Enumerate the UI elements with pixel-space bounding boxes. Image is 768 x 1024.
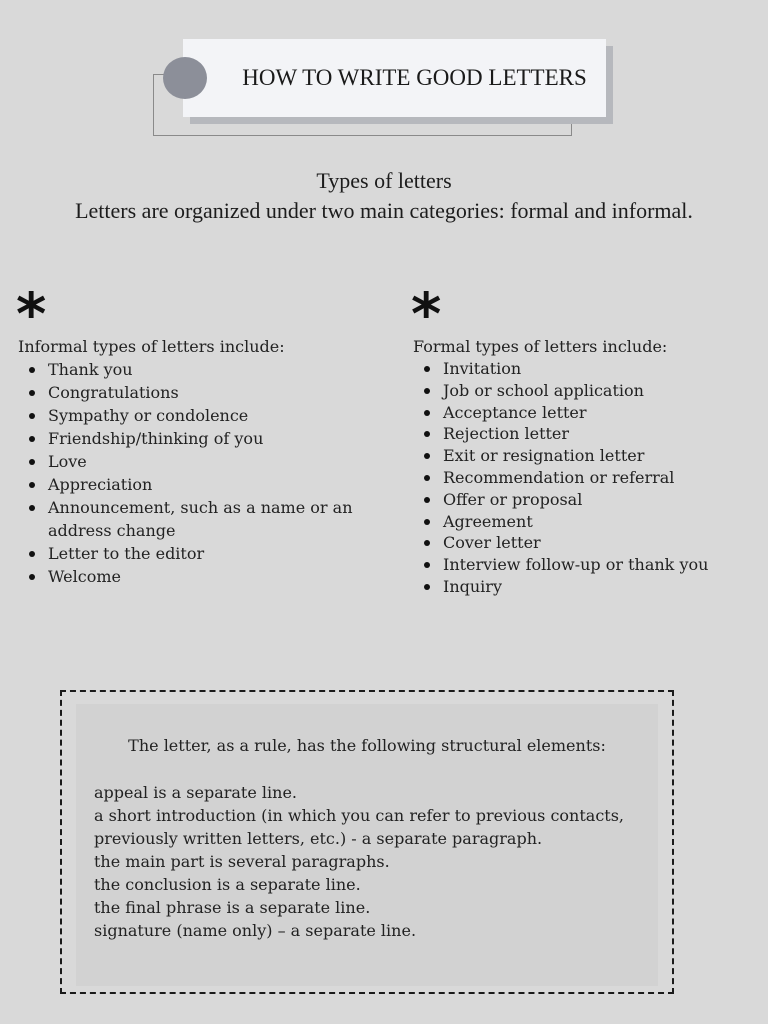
formal-heading: Formal types of letters include:	[413, 337, 668, 356]
informal-heading: Informal types of letters include:	[18, 337, 285, 356]
intro-text: Letters are organized under two main categories: formal and informal.	[75, 198, 693, 223]
list-item: Offer or proposal	[443, 489, 743, 511]
list-item: Thank you	[48, 358, 378, 381]
list-item: Recommendation or referral	[443, 467, 743, 489]
list-item: Agreement	[443, 511, 743, 533]
informal-list	[18, 358, 378, 588]
list-item: Interview follow-up or thank you	[443, 554, 743, 576]
list-item: Sympathy or condolence	[48, 404, 378, 427]
list-item: Appreciation	[48, 473, 378, 496]
list-item: Invitation	[443, 358, 743, 380]
title-card	[183, 39, 606, 117]
structure-line: a short introduction (in which you can refer to previous contacts, previously written letters, etc.) - a separate paragraph.	[94, 806, 625, 848]
structure-line: the main part is several paragraphs.	[94, 852, 390, 871]
list-item: Exit or resignation letter	[443, 445, 743, 467]
list-item: Cover letter	[443, 532, 743, 554]
structure-line: signature (name only) – a separate line.	[94, 921, 417, 940]
list-item: Acceptance letter	[443, 402, 743, 424]
structure-lead: The letter, as a rule, has the following structural elements:	[128, 736, 606, 755]
structure-line: appeal is a separate line.	[94, 783, 297, 802]
structure-line: the conclusion is a separate line.	[94, 875, 361, 894]
list-item: Letter to the editor	[48, 542, 378, 565]
asterisk-icon: *	[16, 280, 47, 348]
list-item: Friendship/thinking of you	[48, 427, 378, 450]
structure-line: the final phrase is a separate line.	[94, 898, 371, 917]
structure-lines	[94, 781, 654, 942]
list-item: Welcome	[48, 565, 378, 588]
list-item: Rejection letter	[443, 423, 743, 445]
list-item: Love	[48, 450, 378, 473]
informal-section	[16, 280, 378, 588]
intro-heading: Types of letters	[316, 168, 452, 193]
asterisk-icon: *	[411, 280, 442, 348]
formal-list	[413, 358, 743, 598]
list-item: Job or school application	[443, 380, 743, 402]
circle-decoration-icon	[163, 57, 207, 99]
list-item: Inquiry	[443, 576, 743, 598]
formal-section	[411, 280, 743, 598]
intro	[40, 166, 728, 226]
page-title: HOW TO WRITE GOOD LETTERS	[242, 65, 587, 90]
list-item: Announcement, such as a name or an address change	[48, 496, 378, 542]
list-item: Congratulations	[48, 381, 378, 404]
